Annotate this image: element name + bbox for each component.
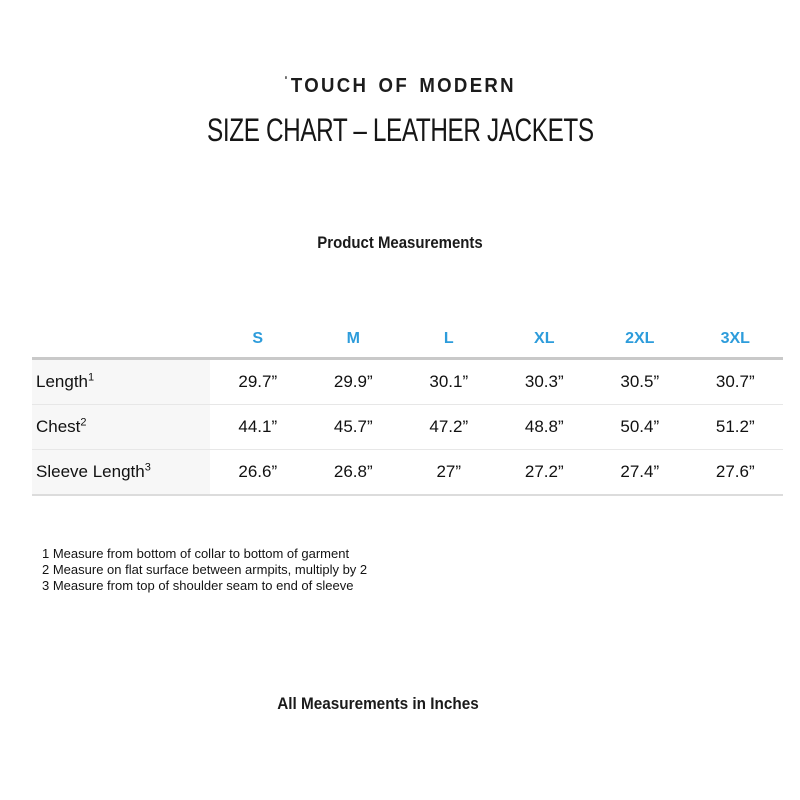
page-title [0, 112, 800, 149]
brand-logo-inner [284, 75, 515, 98]
measurement-cell: 50.4” [592, 405, 688, 450]
corner-cell [32, 305, 210, 359]
units-note [0, 694, 756, 714]
brand-logo-text: TOUCH OF MODERN [290, 75, 516, 97]
size-column-header-s: S [210, 305, 306, 359]
table-title-text: Product Measurements [317, 233, 483, 252]
measurement-cell: 30.5” [592, 359, 688, 405]
size-column-header-3xl: 3XL [688, 305, 784, 359]
size-header-row [32, 305, 783, 359]
footnote-3: 3 Measure from top of shoulder seam to end of sleeve [42, 578, 354, 593]
footnote-ref: 2 [80, 416, 87, 429]
row-label-text: Chest [36, 417, 81, 436]
footnote-ref: 3 [144, 461, 151, 474]
units-note-text: All Measurements in Inches [277, 694, 479, 713]
size-column-header-xl: XL [497, 305, 593, 359]
measurement-cell: 26.6” [210, 450, 306, 496]
table-row-chest [32, 405, 783, 450]
footnote-ref: 1 [88, 371, 95, 384]
size-column-header-l: L [401, 305, 497, 359]
measurement-cell: 44.1” [210, 405, 306, 450]
measurement-cell: 29.7” [210, 359, 306, 405]
row-label-text: Sleeve Length [36, 462, 145, 481]
measurement-cell: 30.1” [401, 359, 497, 405]
table-title [0, 233, 800, 253]
measurement-cell: 51.2” [688, 405, 784, 450]
measurement-cell: 27.4” [592, 450, 688, 496]
table-row-length [32, 359, 783, 405]
measurement-cell: 27” [401, 450, 497, 496]
measurement-cell: 29.9” [306, 359, 402, 405]
footnote-2: 2 Measure on flat surface between armpits, multiply by 2 [42, 562, 368, 577]
measurement-cell: 45.7” [306, 405, 402, 450]
measurement-cell: 27.6” [688, 450, 784, 496]
size-column-header-2xl: 2XL [592, 305, 688, 359]
table-row-sleeve-length [32, 450, 783, 496]
brand-logo [0, 75, 800, 98]
row-label-length [32, 359, 210, 405]
row-label-sleeve-length [32, 450, 210, 496]
measurement-cell: 26.8” [306, 450, 402, 496]
row-label-chest [32, 405, 210, 450]
measurement-cell: 30.3” [497, 359, 593, 405]
measurement-cell: 27.2” [497, 450, 593, 496]
measurement-cell: 48.8” [497, 405, 593, 450]
brand-logo-mark-icon: ʹ [284, 75, 290, 87]
footnote-1: 1 Measure from bottom of collar to bottom of garment [42, 546, 350, 561]
measurement-cell: 47.2” [401, 405, 497, 450]
measurements-table [32, 305, 783, 496]
page-title-text: SIZE CHART – LEATHER JACKETS [206, 112, 594, 148]
row-label-text: Length [36, 372, 88, 391]
footnotes [42, 546, 367, 594]
measurement-cell: 30.7” [688, 359, 784, 405]
size-column-header-m: M [306, 305, 402, 359]
